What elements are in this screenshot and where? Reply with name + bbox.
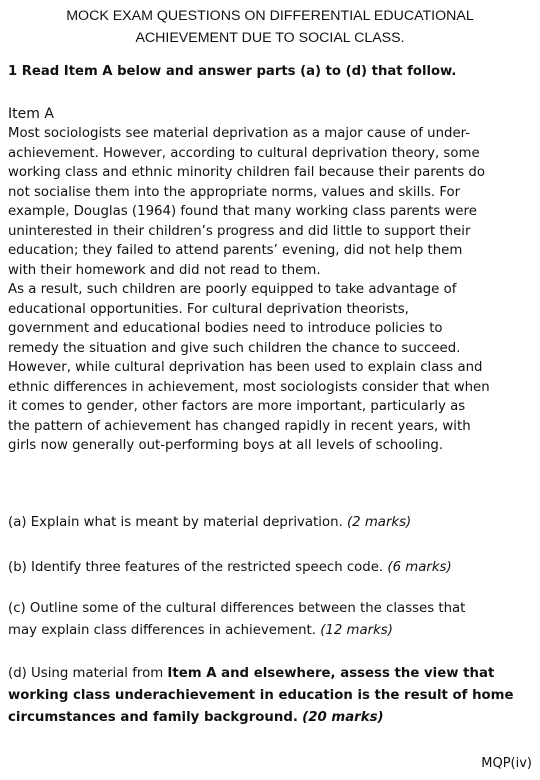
- passage-line: girls now generally out-performing boys at all levels of schooling.: [8, 438, 444, 453]
- passage-line: ethnic differences in achievement, most sociologists consider that when: [8, 379, 490, 395]
- item-a-heading: Item A: [8, 106, 54, 122]
- question-c-text: may explain class differences in achievement.: [8, 623, 316, 638]
- passage-line: Most sociologists see material deprivation as a major cause of under-: [8, 126, 471, 141]
- question-d-line-3: [8, 707, 536, 729]
- question-a-line: [8, 512, 536, 534]
- question-d-prefix: (d) Using material from: [8, 666, 168, 681]
- question-c-line-2: [8, 620, 536, 642]
- document-title-line-1: MOCK EXAM QUESTIONS ON DIFFERENTIAL EDUCATIONAL: [66, 8, 474, 24]
- question-d: [8, 663, 536, 729]
- passage-line: However, while cultural deprivation has been used to explain class and: [8, 360, 483, 375]
- question-a-marks: (2 marks): [346, 515, 412, 530]
- passage-line: education; they failed to attend parents’ evening, did not help them: [8, 243, 463, 258]
- passage-line: with their homework and did not read to them.: [8, 262, 321, 278]
- question-d-marks: (20 marks): [302, 710, 384, 725]
- question-d-text: circumstances and family background.: [8, 710, 298, 725]
- question-b-text: (b) Identify three features of the restricted speech code.: [8, 560, 384, 575]
- question-d-line-1-bold: Item A and elsewhere, assess the view that: [167, 666, 495, 681]
- passage-line: example, Douglas (1964) found that many working class parents were: [8, 204, 477, 219]
- question-c-line-1: (c) Outline some of the cultural differences between the classes that: [8, 601, 466, 616]
- item-a-passage: [8, 124, 536, 456]
- passage-line: achievement. However, according to cultural deprivation theory, some: [8, 145, 480, 161]
- question-b-line: [8, 557, 536, 579]
- question-b-marks: (6 marks): [387, 560, 452, 575]
- passage-line: government and educational bodies need to introduce policies to: [8, 321, 443, 336]
- question-d-line-1: [8, 663, 536, 685]
- question-a: [8, 512, 536, 534]
- question-instruction: 1 Read Item A below and answer parts (a) to (d) that follow.: [8, 64, 457, 79]
- question-a-text: (a) Explain what is meant by material deprivation.: [8, 515, 343, 530]
- passage-line: educational opportunities. For cultural deprivation theorists,: [8, 301, 409, 317]
- question-b: [8, 557, 536, 579]
- passage-line: working class and ethnic minority children fail because their parents do: [8, 165, 485, 180]
- passage-line: it comes to gender, other factors are more important, particularly as: [8, 399, 466, 414]
- question-c: [8, 598, 536, 642]
- passage-line: uninterested in their children’s progress and did little to support their: [8, 223, 471, 239]
- question-d-line-2: working class underachievement in education is the result of home: [8, 688, 514, 703]
- passage-line: remedy the situation and give such children the chance to succeed.: [8, 340, 461, 356]
- document-title-line-2: ACHIEVEMENT DUE TO SOCIAL CLASS.: [135, 30, 405, 46]
- document-reference: MQP(iv): [481, 756, 532, 771]
- passage-line: As a result, such children are poorly equipped to take advantage of: [8, 282, 457, 297]
- question-c-marks: (12 marks): [320, 623, 393, 638]
- passage-line: the pattern of achievement has changed rapidly in recent years, with: [8, 418, 471, 434]
- passage-line: not socialise them into the appropriate norms, values and skills. For: [8, 184, 461, 200]
